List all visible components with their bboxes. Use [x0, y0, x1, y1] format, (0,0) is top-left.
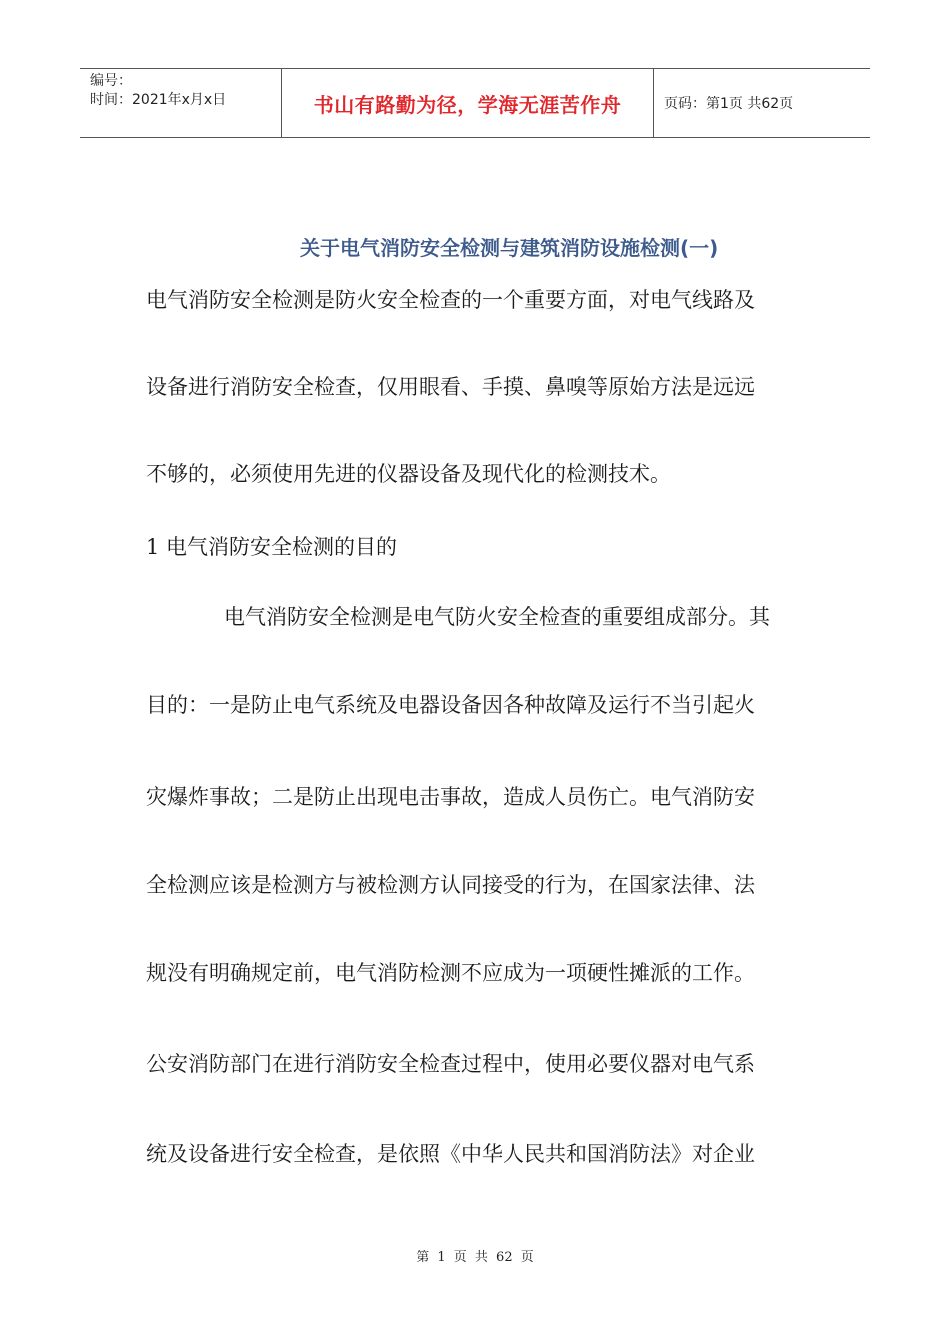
- body-line: 电气消防安全检测是防火安全检查的一个重要方面，对电气线路及: [146, 288, 755, 312]
- time-label: 时间：2021年x月x日: [90, 92, 227, 108]
- page-footer: 第 1 页 共 62 页: [416, 1250, 534, 1265]
- body-line: 电气消防安全检测是电气防火安全检查的重要组成部分。其: [224, 605, 770, 629]
- body-line: 设备进行消防安全检查，仅用眼看、手摸、鼻嗅等原始方法是远远: [146, 375, 755, 399]
- header-meta-cell: [80, 69, 282, 137]
- motto-text: 书山有路勤为径，学海无涯苦作舟: [313, 92, 622, 117]
- document-title: 关于电气消防安全检测与建筑消防设施检测(一): [300, 236, 719, 260]
- body-line: 全检测应该是检测方与被检测方认同接受的行为，在国家法律、法: [146, 873, 755, 897]
- motto-cell: [282, 69, 654, 137]
- page-info-cell: [654, 69, 870, 137]
- header-table: [80, 68, 870, 138]
- page-info-text: 页码：第1页 共62页: [664, 96, 794, 112]
- body-line: 规没有明确规定前，电气消防检测不应成为一项硬性摊派的工作。: [146, 961, 755, 985]
- body-line: 目的：一是防止电气系统及电器设备因各种故障及运行不当引起火: [146, 693, 755, 717]
- body-line: 不够的，必须使用先进的仪器设备及现代化的检测技术。: [146, 462, 671, 486]
- body-line: 统及设备进行安全检查，是依照《中华人民共和国消防法》对企业: [146, 1142, 755, 1166]
- number-label: 编号：: [90, 73, 132, 89]
- section-heading: 1 电气消防安全检测的目的: [146, 535, 398, 559]
- body-line: 公安消防部门在进行消防安全检查过程中，使用必要仪器对电气系: [146, 1052, 755, 1076]
- body-line: 灾爆炸事故；二是防止出现电击事故，造成人员伤亡。电气消防安: [146, 785, 755, 809]
